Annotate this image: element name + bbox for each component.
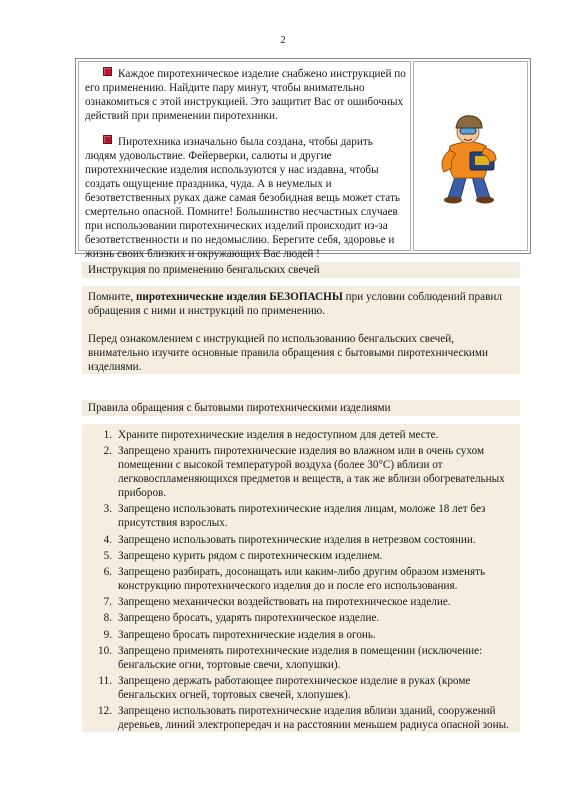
list-item (96, 704, 516, 732)
instruction-paragraph-2: Перед ознакомлением с инструкцией по использованию бенгальских свечей, внимательно изучите основные правила обращения с бытовыми пиротехническими изделиями. (88, 333, 488, 373)
list-item-number: 10. (98, 644, 112, 657)
list-item (96, 674, 516, 702)
intro-paragraph-1: Каждое пиротехническое изделие снабжено инструкцией по его применению. Найдите пару минут, чтобы внимательно ознакомиться с этой инструкцией. Это защитит Вас от ошибочных действий при применении пиротехники. (85, 68, 406, 122)
bullet-icon (103, 67, 112, 76)
list-item-text: Запрещено использовать пиротехнические изделия вблизи зданий, сооружений деревьев, линий электропередач и на расстоянии меньшем радиуса опасной зоны. (118, 705, 509, 732)
list-item-number: 4. (103, 533, 112, 546)
list-item (96, 549, 516, 563)
list-item-number: 5. (103, 549, 112, 562)
intro-table (75, 58, 531, 260)
list-item (96, 611, 516, 625)
page-number: 2 (280, 34, 286, 46)
list-item-number: 9. (103, 628, 112, 641)
list-item-number: 6. (103, 565, 112, 578)
list-item (96, 628, 516, 642)
list-item-number: 12. (98, 705, 112, 718)
list-item-text: Запрещено курить рядом с пиротехническим изделием. (118, 549, 383, 562)
instruction-paragraph-1: Помните, пиротехнические изделия БЕЗОПАСНЫ при условии соблюдений правил обращения с ними и инструкций по применению. (88, 291, 502, 317)
instruction-title: Инструкция по применению бенгальских свечей (82, 262, 520, 278)
list-item-number: 7. (103, 596, 112, 609)
list-item-text: Запрещено бросать пиротехнические изделия в огонь. (118, 628, 376, 641)
instruction-section (82, 286, 520, 374)
list-item (96, 595, 516, 609)
list-item-number: 11. (98, 674, 112, 687)
rules-title: Правила обращения с бытовыми пиротехническими изделиями (82, 400, 520, 416)
list-item-number: 1. (103, 429, 112, 441)
list-item-number: 3. (103, 503, 112, 516)
intro-text-cell (78, 61, 411, 260)
list-item-number: 2. (103, 445, 112, 458)
list-item (96, 533, 516, 547)
bullet-icon (103, 135, 112, 144)
list-item (96, 502, 516, 530)
list-item-text: Запрещено использовать пиротехнические изделия в нетрезвом состоянии. (118, 533, 476, 546)
intro-paragraph-2: Пиротехника изначально была создана, чтобы дарить людям удовольствие. Фейерверки, салюты и другие пиротехнические изделия используются у нас издавна, чтобы создать ощущение праздника, чуда. А в неумелых и безответственных руках даже самая безобидная вещь может стать смертельно опасной. Помните! Большинство несчастных случаев при использовании пиротехнических изделий происходит из-за безответственности и по недомыслию. Берегите себя, здоровье и жизнь своих близких и окружающих Вас людей ! (85, 136, 400, 260)
list-item-text: Запрещено использовать пиротехнические изделия лицам, моложе 18 лет без присутствия взрослых. (118, 503, 486, 530)
list-item-text: Запрещено хранить пиротехнические изделия во влажном или в очень сухом помещении с высокой температурой воздуха (более 30°С) вблизи от легковоспламеняющихся предметов и веществ, а так же вблизи обогревательных приборов. (118, 445, 505, 500)
list-item-number: 8. (103, 612, 112, 625)
list-item (96, 644, 516, 672)
list-item-text: Запрещено бросать, ударять пиротехническое изделие. (118, 612, 380, 625)
rules-list (96, 428, 516, 732)
list-item-text: Запрещено механически воздействовать на пиротехническое изделие. (118, 596, 451, 609)
rules-section (82, 424, 520, 732)
list-item-text: Запрещено применять пиротехнические изделия в помещении (исключение: бенгальские огни, тортовые свечи, хлопушки). (118, 644, 483, 671)
list-item-text: Запрещено разбирать, досонащать или каким-либо другим образом изменять конструкцию пиротехнического изделия до и после его использования. (118, 565, 486, 592)
list-item-text: Запрещено держать работающее пиротехническое изделие в руках (кроме бенгальских огней, тортовых свечей, хлопушек). (118, 674, 471, 701)
list-item (96, 428, 516, 442)
pyrotechnician-illustration-icon (426, 106, 516, 206)
illustration-cell (413, 61, 528, 251)
list-item (96, 565, 516, 593)
list-item-text: Храните пиротехнические изделия в недоступном для детей месте. (118, 429, 439, 441)
list-item (96, 444, 516, 500)
